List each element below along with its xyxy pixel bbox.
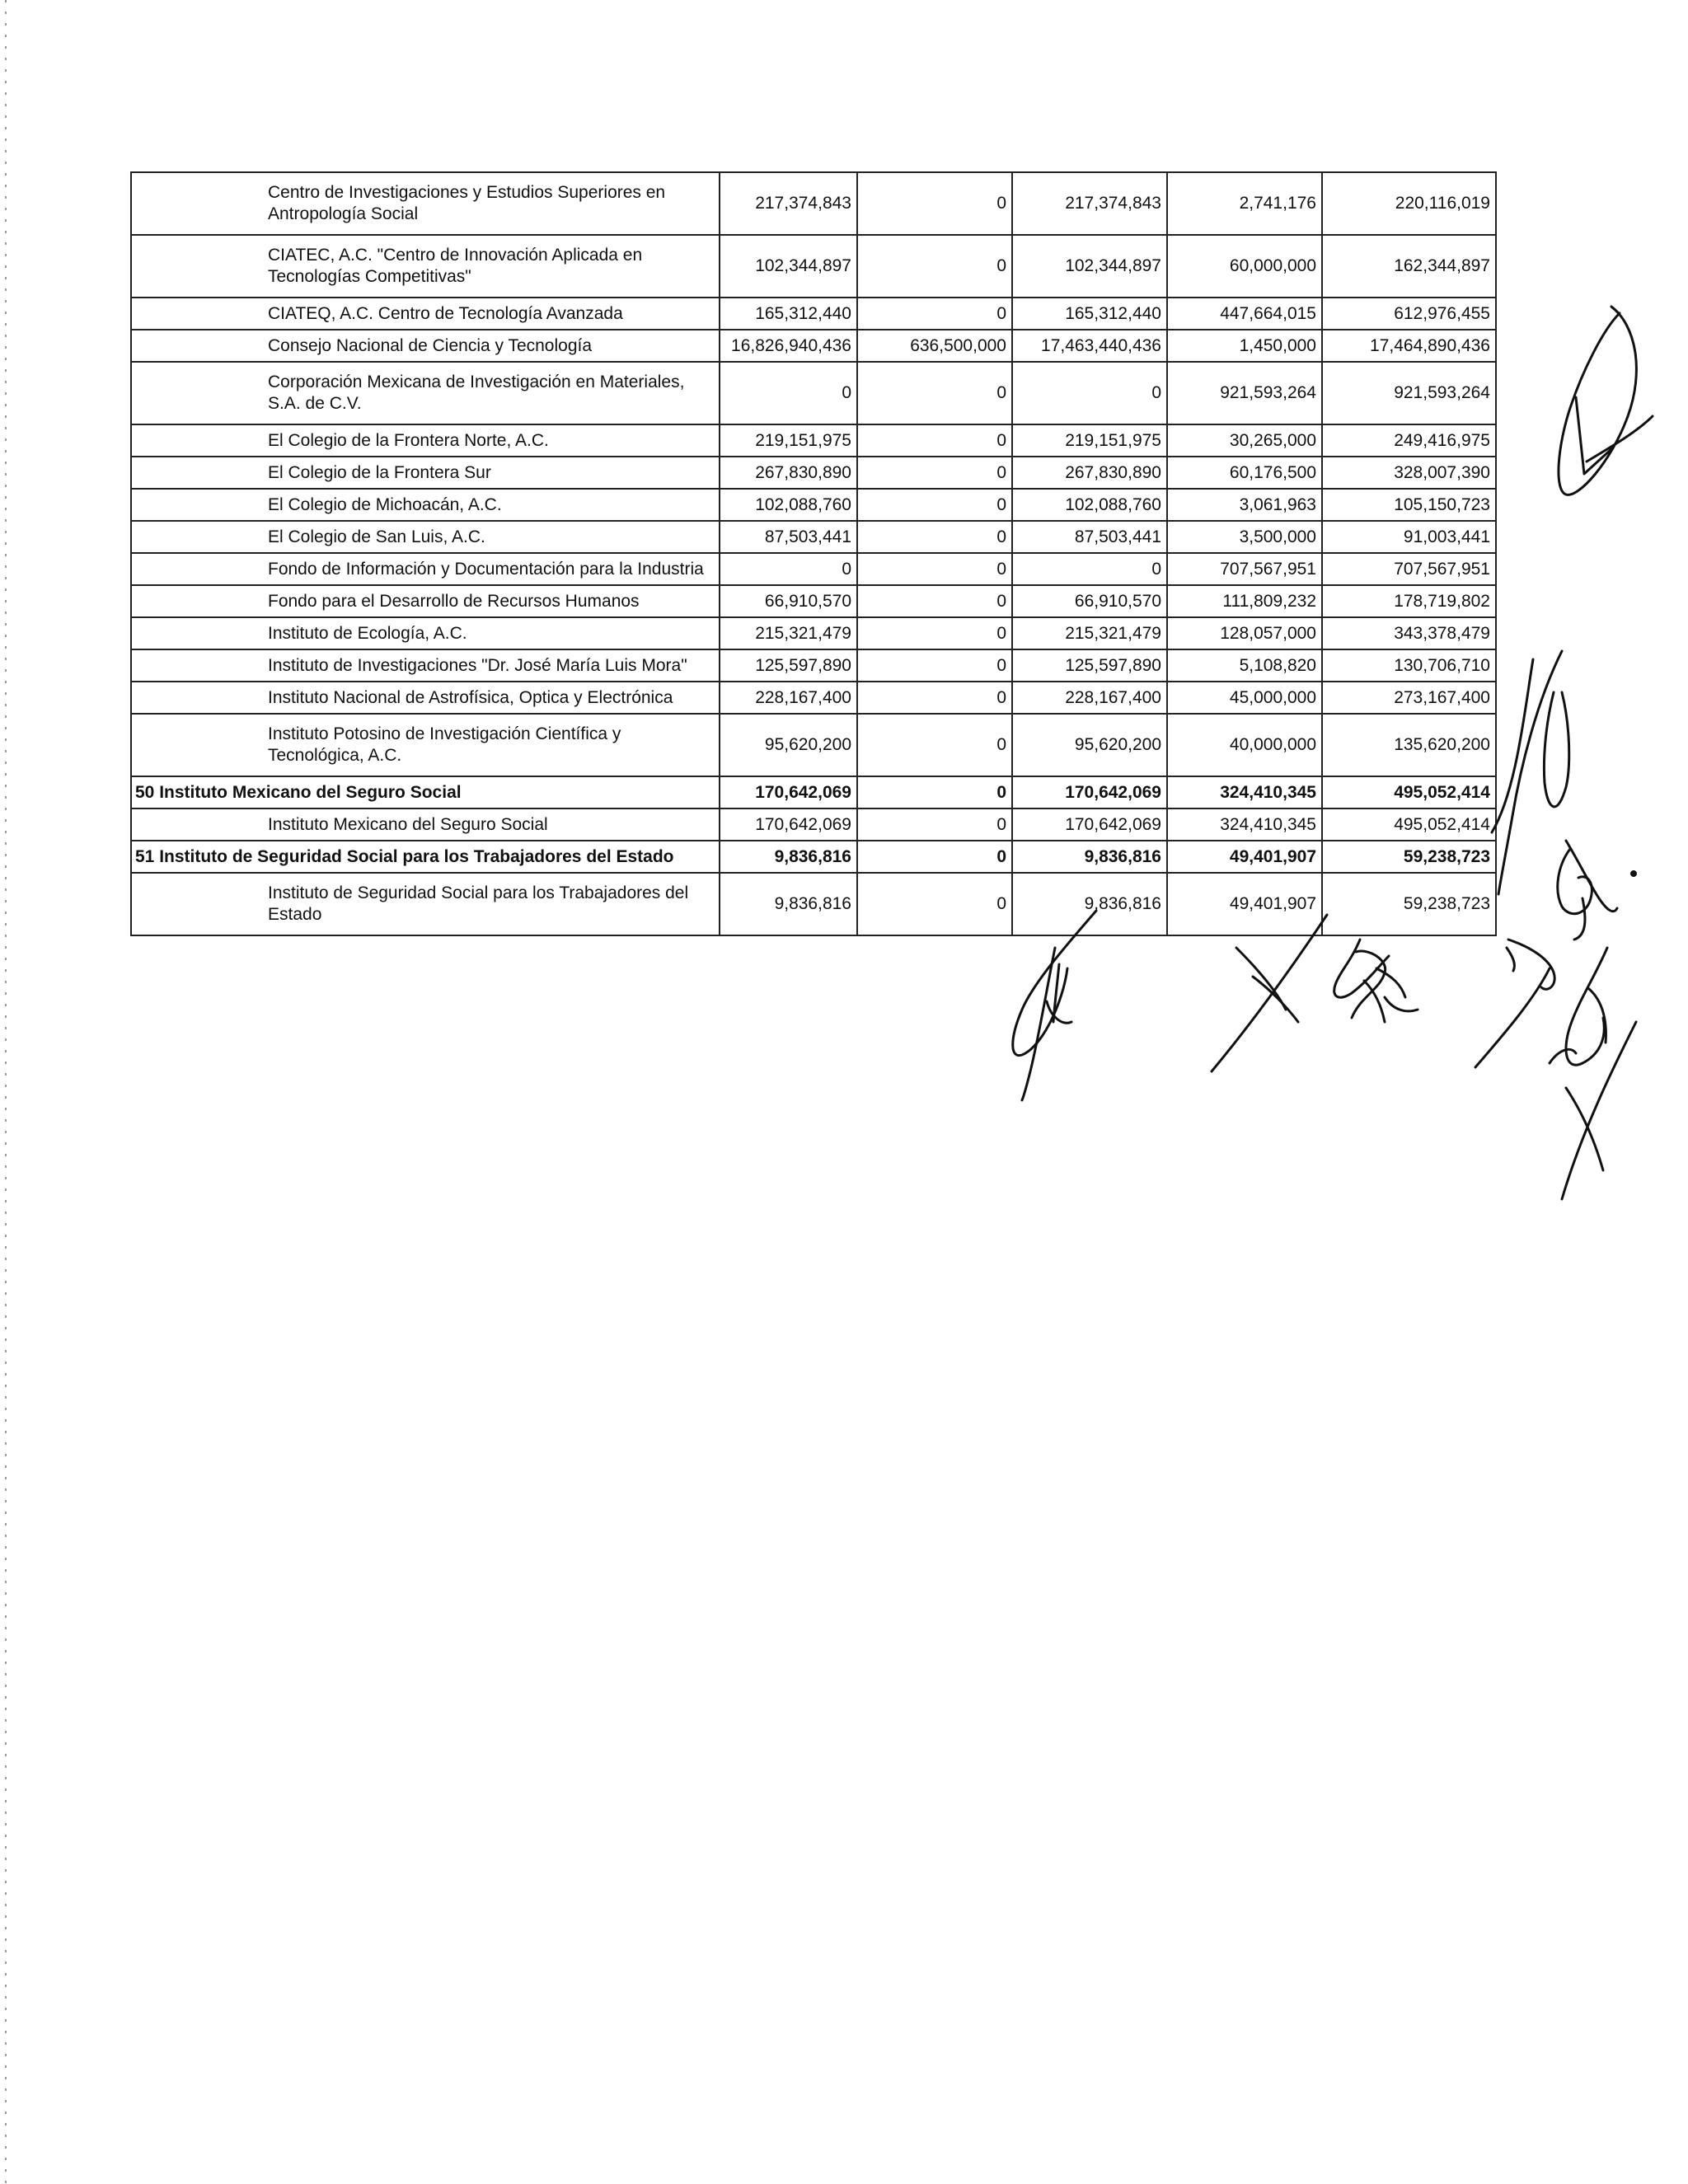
entity-name-cell: CIATEC, A.C. "Centro de Innovación Aplicada en Tecnologías Competitivas"	[263, 235, 720, 298]
amount-cell-col-4: 921,593,264	[1167, 362, 1322, 424]
table-row	[131, 457, 1496, 489]
table-row	[131, 617, 1496, 649]
indent-cell	[131, 649, 263, 682]
amount-cell-col-5: 178,719,802	[1322, 585, 1496, 617]
table-row	[131, 585, 1496, 617]
amount-cell-col-4: 60,000,000	[1167, 235, 1322, 298]
entity-name-cell: Fondo de Información y Documentación para la Industria	[263, 553, 720, 585]
indent-cell	[131, 362, 263, 424]
amount-cell-col-5: 612,976,455	[1322, 298, 1496, 330]
indent-cell	[131, 808, 263, 841]
entity-name-cell: Instituto de Investigaciones "Dr. José María Luis Mora"	[263, 649, 720, 682]
amount-cell-col-1: 215,321,479	[720, 617, 857, 649]
amount-cell-col-2: 0	[857, 808, 1012, 841]
amount-cell-col-4: 60,176,500	[1167, 457, 1322, 489]
amount-cell-col-3: 219,151,975	[1012, 424, 1167, 457]
amount-cell-col-4: 45,000,000	[1167, 682, 1322, 714]
amount-cell-col-4: 3,061,963	[1167, 489, 1322, 521]
entity-name-cell: Consejo Nacional de Ciencia y Tecnología	[263, 330, 720, 362]
amount-cell-col-3: 0	[1012, 362, 1167, 424]
table-row	[131, 172, 1496, 235]
indent-cell	[131, 489, 263, 521]
amount-cell-col-1: 267,830,890	[720, 457, 857, 489]
amount-cell-col-2: 0	[857, 235, 1012, 298]
amount-cell-col-1: 125,597,890	[720, 649, 857, 682]
indent-cell	[131, 172, 263, 235]
amount-cell-col-4: 324,410,345	[1167, 808, 1322, 841]
entity-name-cell: CIATEQ, A.C. Centro de Tecnología Avanzada	[263, 298, 720, 330]
amount-cell-col-4: 128,057,000	[1167, 617, 1322, 649]
amount-cell-col-4: 5,108,820	[1167, 649, 1322, 682]
table-row	[131, 330, 1496, 362]
amount-cell-col-1: 95,620,200	[720, 714, 857, 776]
amount-cell-col-3: 228,167,400	[1012, 682, 1167, 714]
amount-cell-col-5: 220,116,019	[1322, 172, 1496, 235]
amount-cell-col-2: 0	[857, 489, 1012, 521]
amount-cell-col-1: 9,836,816	[720, 873, 857, 935]
indent-cell	[131, 298, 263, 330]
amount-cell-col-4: 3,500,000	[1167, 521, 1322, 553]
amount-cell-col-3: 9,836,816	[1012, 873, 1167, 935]
amount-cell-col-1: 87,503,441	[720, 521, 857, 553]
amount-cell-col-2: 0	[857, 776, 1012, 808]
amount-cell-col-1: 0	[720, 553, 857, 585]
amount-cell-col-5: 328,007,390	[1322, 457, 1496, 489]
amount-cell-col-1: 102,344,897	[720, 235, 857, 298]
amount-cell-col-3: 9,836,816	[1012, 841, 1167, 873]
amount-cell-col-3: 87,503,441	[1012, 521, 1167, 553]
signature-mark-3	[1558, 849, 1636, 940]
entity-name-cell: El Colegio de la Frontera Sur	[263, 457, 720, 489]
amount-cell-col-1: 170,642,069	[720, 776, 857, 808]
indent-cell	[131, 424, 263, 457]
table-row	[131, 714, 1496, 776]
budget-table	[130, 171, 1497, 936]
table-row	[131, 873, 1496, 935]
amount-cell-col-2: 0	[857, 841, 1012, 873]
amount-cell-col-1: 9,836,816	[720, 841, 857, 873]
amount-cell-col-1: 219,151,975	[720, 424, 857, 457]
entity-name-cell: El Colegio de la Frontera Norte, A.C.	[263, 424, 720, 457]
amount-cell-col-5: 162,344,897	[1322, 235, 1496, 298]
amount-cell-col-5: 249,416,975	[1322, 424, 1496, 457]
indent-cell	[131, 714, 263, 776]
entity-name-cell: Instituto de Ecología, A.C.	[263, 617, 720, 649]
signature-mark-4	[1013, 911, 1096, 1100]
amount-cell-col-5: 59,238,723	[1322, 873, 1496, 935]
amount-cell-col-1: 66,910,570	[720, 585, 857, 617]
amount-cell-col-1: 228,167,400	[720, 682, 857, 714]
signature-mark-8	[1550, 948, 1636, 1199]
amount-cell-col-2: 0	[857, 298, 1012, 330]
entity-name-cell: Instituto Potosino de Investigación Científica y Tecnológica, A.C.	[263, 714, 720, 776]
indent-cell	[131, 330, 263, 362]
amount-cell-col-5: 135,620,200	[1322, 714, 1496, 776]
entity-name-cell: Instituto Nacional de Astrofísica, Optica y Electrónica	[263, 682, 720, 714]
table-body	[131, 172, 1496, 935]
amount-cell-col-2: 0	[857, 362, 1012, 424]
signature-mark-1	[1559, 307, 1653, 494]
table-row	[131, 489, 1496, 521]
amount-cell-col-1: 217,374,843	[720, 172, 857, 235]
table-row	[131, 649, 1496, 682]
amount-cell-col-2: 0	[857, 424, 1012, 457]
amount-cell-col-1: 165,312,440	[720, 298, 857, 330]
entity-name-cell: Centro de Investigaciones y Estudios Superiores en Antropología Social	[263, 172, 720, 235]
amount-cell-col-3: 102,344,897	[1012, 235, 1167, 298]
amount-cell-col-1: 102,088,760	[720, 489, 857, 521]
amount-cell-col-2: 0	[857, 521, 1012, 553]
amount-cell-col-4: 2,741,176	[1167, 172, 1322, 235]
amount-cell-col-3: 215,321,479	[1012, 617, 1167, 649]
amount-cell-col-2: 0	[857, 649, 1012, 682]
amount-cell-col-2: 636,500,000	[857, 330, 1012, 362]
indent-cell	[131, 553, 263, 585]
group-row	[131, 776, 1496, 808]
amount-cell-col-5: 707,567,951	[1322, 553, 1496, 585]
signature-mark-2	[1492, 651, 1617, 912]
amount-cell-col-2: 0	[857, 617, 1012, 649]
amount-cell-col-3: 170,642,069	[1012, 808, 1167, 841]
amount-cell-col-4: 324,410,345	[1167, 776, 1322, 808]
table-row	[131, 808, 1496, 841]
amount-cell-col-4: 111,809,232	[1167, 585, 1322, 617]
amount-cell-col-3: 102,088,760	[1012, 489, 1167, 521]
scan-edge-mark	[5, 0, 7, 2184]
amount-cell-col-3: 17,463,440,436	[1012, 330, 1167, 362]
entity-name-cell: Instituto de Seguridad Social para los Trabajadores del Estado	[263, 873, 720, 935]
indent-cell	[131, 585, 263, 617]
indent-cell	[131, 873, 263, 935]
amount-cell-col-5: 495,052,414	[1322, 808, 1496, 841]
amount-cell-col-5: 273,167,400	[1322, 682, 1496, 714]
table-row	[131, 521, 1496, 553]
amount-cell-col-5: 921,593,264	[1322, 362, 1496, 424]
amount-cell-col-4: 707,567,951	[1167, 553, 1322, 585]
amount-cell-col-2: 0	[857, 457, 1012, 489]
table-row	[131, 362, 1496, 424]
amount-cell-col-4: 40,000,000	[1167, 714, 1322, 776]
amount-cell-col-5: 495,052,414	[1322, 776, 1496, 808]
amount-cell-col-3: 267,830,890	[1012, 457, 1167, 489]
entity-name-cell: Instituto Mexicano del Seguro Social	[263, 808, 720, 841]
indent-cell	[131, 521, 263, 553]
table-row	[131, 424, 1496, 457]
amount-cell-col-5: 130,706,710	[1322, 649, 1496, 682]
amount-cell-col-2: 0	[857, 682, 1012, 714]
amount-cell-col-1: 0	[720, 362, 857, 424]
amount-cell-col-4: 447,664,015	[1167, 298, 1322, 330]
indent-cell	[131, 617, 263, 649]
signature-mark-5	[1212, 915, 1327, 1071]
signature-mark-7	[1475, 940, 1554, 1067]
indent-cell	[131, 457, 263, 489]
indent-cell	[131, 235, 263, 298]
amount-cell-col-3: 95,620,200	[1012, 714, 1167, 776]
entity-name-cell: El Colegio de San Luis, A.C.	[263, 521, 720, 553]
amount-cell-col-5: 59,238,723	[1322, 841, 1496, 873]
amount-cell-col-2: 0	[857, 714, 1012, 776]
amount-cell-col-2: 0	[857, 585, 1012, 617]
group-row	[131, 841, 1496, 873]
amount-cell-col-1: 170,642,069	[720, 808, 857, 841]
group-name-cell: 50 Instituto Mexicano del Seguro Social	[131, 776, 720, 808]
amount-cell-col-5: 343,378,479	[1322, 617, 1496, 649]
amount-cell-col-3: 0	[1012, 553, 1167, 585]
signature-mark-6	[1334, 940, 1418, 1022]
table-row	[131, 682, 1496, 714]
amount-cell-col-5: 17,464,890,436	[1322, 330, 1496, 362]
amount-cell-col-3: 165,312,440	[1012, 298, 1167, 330]
group-name-cell: 51 Instituto de Seguridad Social para los Trabajadores del Estado	[131, 841, 720, 873]
table-row	[131, 235, 1496, 298]
amount-cell-col-5: 105,150,723	[1322, 489, 1496, 521]
amount-cell-col-3: 170,642,069	[1012, 776, 1167, 808]
table-row	[131, 298, 1496, 330]
entity-name-cell: Fondo para el Desarrollo de Recursos Humanos	[263, 585, 720, 617]
entity-name-cell: El Colegio de Michoacán, A.C.	[263, 489, 720, 521]
amount-cell-col-4: 49,401,907	[1167, 841, 1322, 873]
amount-cell-col-4: 30,265,000	[1167, 424, 1322, 457]
entity-name-cell: Corporación Mexicana de Investigación en Materiales, S.A. de C.V.	[263, 362, 720, 424]
amount-cell-col-1: 16,826,940,436	[720, 330, 857, 362]
table-row	[131, 553, 1496, 585]
amount-cell-col-2: 0	[857, 873, 1012, 935]
amount-cell-col-5: 91,003,441	[1322, 521, 1496, 553]
amount-cell-col-3: 125,597,890	[1012, 649, 1167, 682]
amount-cell-col-3: 66,910,570	[1012, 585, 1167, 617]
amount-cell-col-2: 0	[857, 172, 1012, 235]
amount-cell-col-4: 49,401,907	[1167, 873, 1322, 935]
amount-cell-col-2: 0	[857, 553, 1012, 585]
indent-cell	[131, 682, 263, 714]
amount-cell-col-3: 217,374,843	[1012, 172, 1167, 235]
amount-cell-col-4: 1,450,000	[1167, 330, 1322, 362]
